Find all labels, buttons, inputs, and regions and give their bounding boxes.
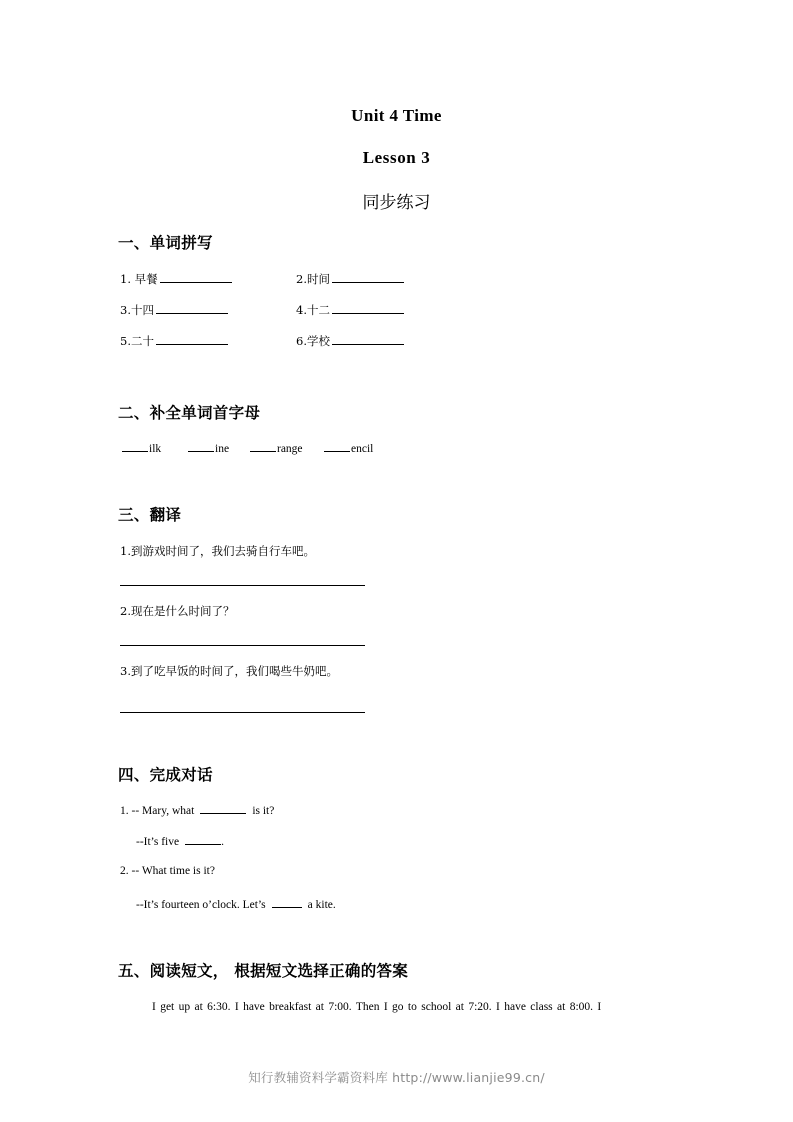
word-fill-3	[250, 440, 303, 455]
translate-prompt-2: 2.现在是什么时间了？	[120, 604, 235, 618]
reading-passage: I get up at 6:30. I have breakfast at 7:00. Then I go to school at 7:20. I have class at 8:00. I	[152, 1001, 602, 1013]
word-fill-4	[324, 440, 373, 455]
vocab-item-1	[120, 271, 234, 287]
vocab-word-2: 时间	[306, 272, 330, 286]
dialogue-a1-suffix: .	[221, 835, 224, 848]
vocab-blank-2[interactable]	[332, 271, 404, 283]
word-fill-blank-2[interactable]	[188, 440, 214, 452]
vocab-number-5: 5.	[120, 334, 131, 348]
footer-watermark: 知行教辅资料学霸资料库 http://www.lianjie99.cn/	[248, 1070, 545, 1085]
dialogue-a1-prefix: --It’s five	[136, 835, 180, 848]
exercise-subtitle: 同步练习	[362, 193, 431, 213]
section-heading-three: 三、翻译	[118, 506, 182, 524]
page-title: Unit 4 Time	[351, 106, 442, 125]
translate-answer-line-2[interactable]	[120, 645, 365, 646]
section-heading-four: 四、完成对话	[118, 766, 213, 784]
dialogue-a2-suffix: a kite.	[307, 898, 336, 911]
word-fill-1	[122, 440, 161, 455]
translate-prompt-3: 3.到了吃早饭的时间了，我们喝些牛奶吧。	[120, 664, 338, 678]
vocab-item-2	[296, 271, 406, 287]
vocab-word-3: 十四	[130, 303, 154, 317]
vocab-blank-5[interactable]	[156, 333, 228, 345]
vocab-blank-4[interactable]	[332, 302, 404, 314]
vocab-item-5	[120, 333, 230, 349]
vocab-blank-6[interactable]	[332, 333, 404, 345]
word-fill-blank-4[interactable]	[324, 440, 350, 452]
vocab-number-3: 3.	[120, 303, 131, 317]
vocab-word-6: 学校	[306, 334, 330, 348]
vocab-blank-1[interactable]	[160, 271, 232, 283]
vocab-item-6	[296, 333, 406, 349]
dialogue-a2-prefix: --It’s fourteen o’clock. Let’s	[136, 898, 266, 911]
word-fill-blank-3[interactable]	[250, 440, 276, 452]
vocab-word-4: 十二	[306, 303, 330, 317]
section-heading-two: 二、补全单词首字母	[118, 404, 261, 422]
vocab-number-6: 6.	[296, 334, 307, 348]
dialogue-blank-a1[interactable]	[185, 833, 221, 845]
translate-answer-line-3[interactable]	[120, 712, 365, 713]
lesson-subtitle: Lesson 3	[362, 148, 431, 167]
vocab-number-2: 2.	[296, 272, 307, 286]
word-fill-2	[188, 440, 229, 455]
word-fill-text-2: ine	[215, 442, 230, 455]
vocab-number-4: 4.	[296, 303, 307, 317]
dialogue-blank-a2[interactable]	[272, 896, 302, 908]
translate-answer-line-1[interactable]	[120, 585, 365, 586]
word-fill-text-1: ilk	[149, 442, 162, 455]
translate-prompt-1: 1.到游戏时间了，我们去骑自行车吧。	[120, 544, 315, 558]
word-fill-blank-1[interactable]	[122, 440, 148, 452]
section-heading-five: 五、阅读短文， 根据短文选择正确的答案	[118, 962, 409, 980]
dialogue-blank-q1[interactable]	[200, 802, 246, 814]
section-heading-one: 一、单词拼写	[118, 234, 213, 252]
dialogue-question-2: 2. -- What time is it?	[120, 865, 215, 877]
dialogue-q1-prefix: 1. -- Mary, what	[120, 804, 195, 817]
vocab-number-1: 1.	[120, 272, 135, 286]
vocab-item-3	[120, 302, 230, 318]
vocab-blank-3[interactable]	[156, 302, 228, 314]
dialogue-answer-1	[136, 833, 224, 848]
dialogue-q1-suffix: is it?	[252, 804, 275, 817]
vocab-word-5: 二十	[130, 334, 154, 348]
dialogue-answer-2	[136, 896, 336, 911]
vocab-word-1: 早餐	[134, 272, 158, 286]
word-fill-text-3: range	[277, 442, 303, 455]
dialogue-question-1	[120, 802, 274, 817]
word-fill-text-4: encil	[351, 442, 374, 455]
vocab-item-4	[296, 302, 406, 318]
